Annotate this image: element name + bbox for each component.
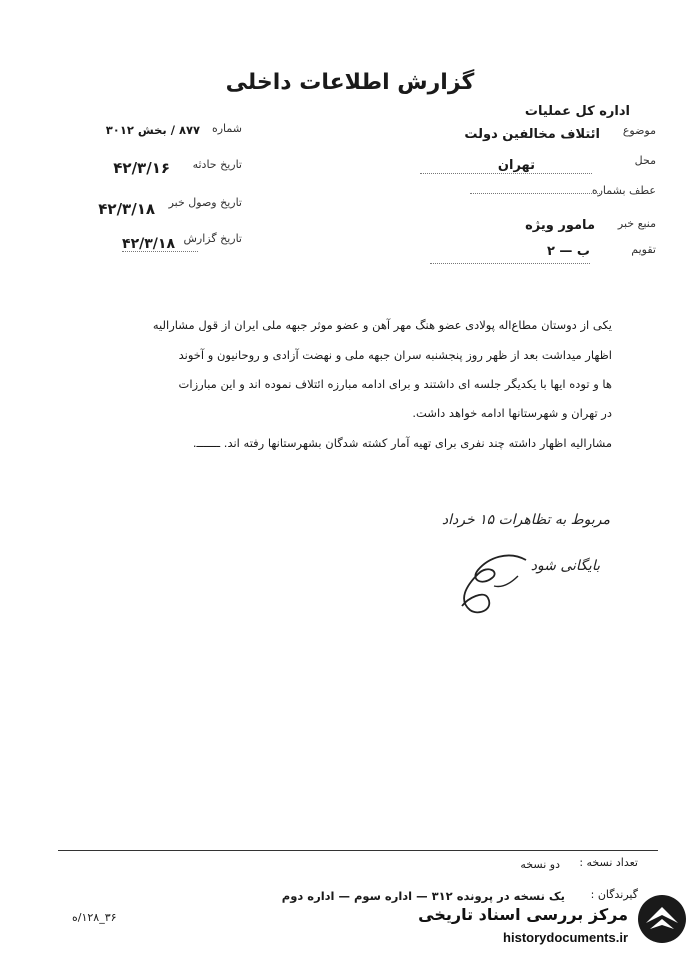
place-dots	[420, 172, 592, 174]
handwritten-note-1: مربوط به تظاهرات ۱۵ خرداد	[441, 512, 610, 528]
ref-dots	[470, 192, 600, 194]
field-number-value: ۸۷۷ / بخش ۳۰۱۲	[105, 123, 200, 137]
body-line-3: ها و توده ایها با یکدیگر جلسه ای داشتند و برای ادامه مبارزه ائتلاف نموده اند و این مبارزات	[178, 377, 612, 391]
subject-value: ائتلاف مخالفین دولت	[464, 127, 600, 142]
footer-separator	[58, 850, 658, 851]
grade-value: ب — ۲	[546, 244, 590, 259]
field-report-date-value: ۴۲/۳/۱۸	[122, 236, 175, 252]
place-label: محل	[634, 154, 656, 167]
recipients-label: گیرندگان :	[590, 888, 638, 901]
body-line-1: یکی از دوستان مطاع‌اله پولادی عضو هنگ مهر آهن و عضو موثر جبهه ملی ایران از قول مشارالیه	[152, 318, 612, 332]
watermark-name: مرکز بررسی اسناد تاریخی	[418, 905, 628, 924]
subject-label: موضوع	[622, 124, 656, 137]
field-report-date-label: تاریخ گزارش	[183, 232, 242, 245]
source-value: مامور ویژه	[525, 218, 595, 233]
field-received-date-label: تاریخ وصول خبر	[168, 196, 242, 209]
field-incident-date-label: تاریخ حادثه	[192, 158, 242, 171]
ref-label: عطف بشماره	[591, 184, 656, 197]
handwritten-note-2: بایگانی شود	[530, 558, 600, 574]
signature	[448, 540, 538, 620]
watermark-site: historydocuments.ir	[503, 930, 628, 945]
copies-value: دو نسخه	[520, 858, 560, 871]
copies-label: تعداد نسخه :	[579, 856, 638, 869]
document-code: ۳۶_۱۲۸/ه	[72, 911, 117, 924]
field-incident-date-value: ۴۲/۳/۱۶	[113, 159, 170, 177]
recipients-value: یک نسخه در پرونده ۳۱۲ — اداره سوم — اداره دوم	[281, 889, 565, 903]
grade-dots	[430, 262, 590, 264]
office-name: اداره کل عملیات	[524, 104, 630, 119]
document-title: گزارش اطلاعات داخلی	[225, 70, 475, 95]
report-date-dots	[122, 250, 198, 252]
source-label: منبع خبر	[617, 217, 656, 230]
body-line-4: در تهران و شهرستانها ادامه خواهد داشت.	[412, 406, 612, 420]
place-value: تهران	[497, 158, 535, 173]
body-line-2: اظهار میداشت بعد از ظهر روز پنجشنبه سران جبهه ملی و نهضت آزادی و روحانیون و آخوند	[178, 348, 612, 362]
field-number-label: شماره	[211, 122, 242, 135]
body-line-5: مشارالیه اظهار داشته چند نفری برای تهیه آمار کشته شدگان بشهرستانها رفته اند. ـــــــ.	[192, 436, 612, 450]
archive-logo-icon	[636, 893, 688, 945]
grade-label: تقویم	[631, 243, 656, 256]
field-received-date-value: ۴۲/۳/۱۸	[98, 200, 155, 218]
